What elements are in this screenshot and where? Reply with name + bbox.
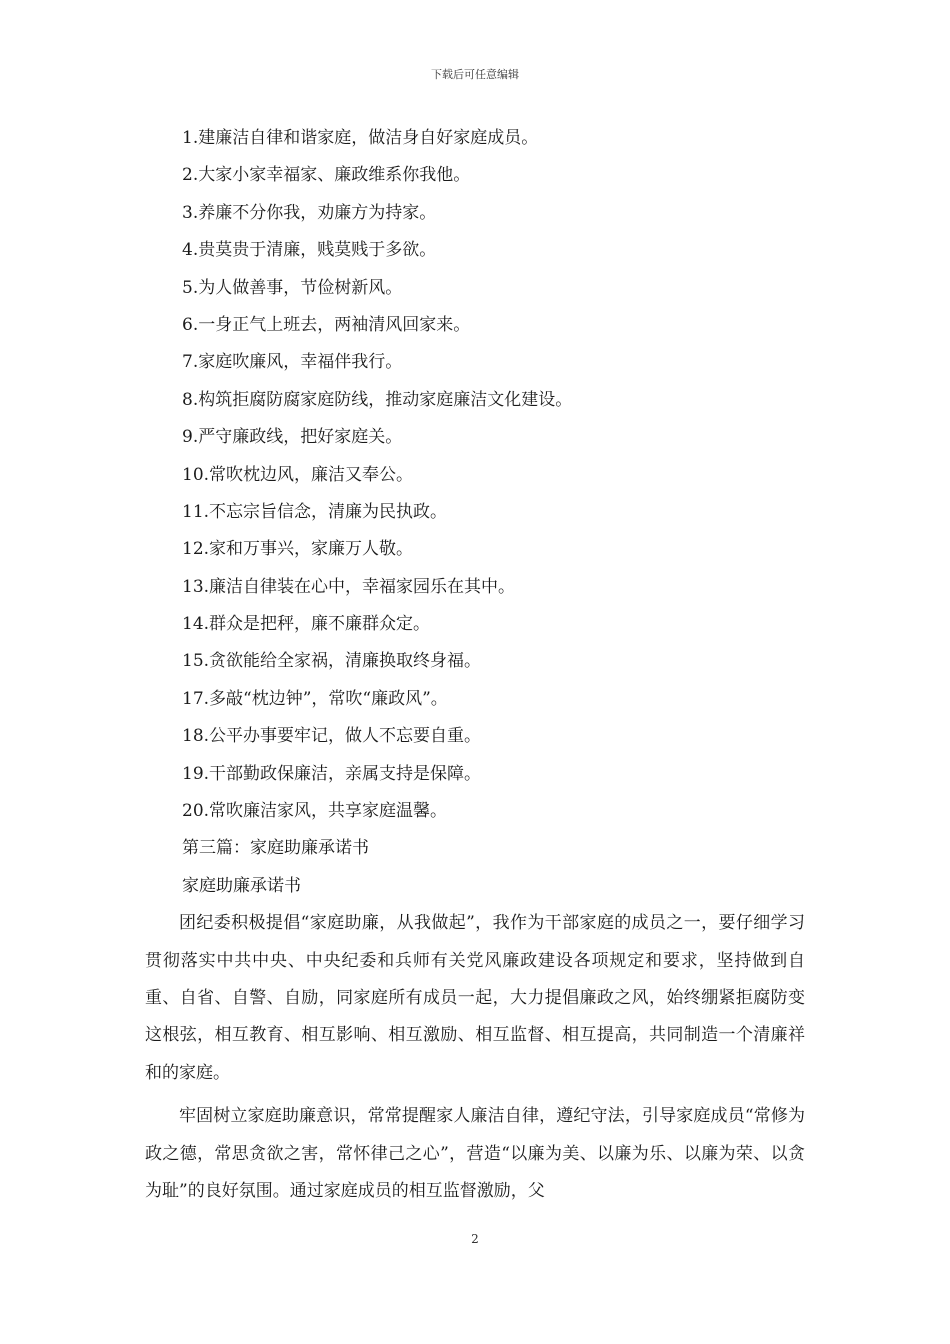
list-item: 2.大家小家幸福家、廉政维系你我他。 — [182, 165, 471, 186]
body-paragraph: 牢固树立家庭助廉意识，常常提醒家人廉洁自律，遵纪守法，引导家庭成员“常修为政之德，常思贪欲之害，常怀律己之心”，营造“以廉为美、以廉为乐、以廉为荣、以贪为耻”的良好氛围。通过家庭成员的相互监督激励，父 — [145, 1106, 805, 1202]
list-item: 5.为人做善事，节俭树新风。 — [182, 277, 403, 298]
list-item: 7.家庭吹廉风，幸福伴我行。 — [182, 352, 403, 373]
list-item: 6.一身正气上班去，两袖清风回家来。 — [182, 314, 471, 335]
list-item: 10.常吹枕边风，廉洁又奉公。 — [182, 464, 414, 485]
list-item: 13.廉洁自律装在心中，幸福家园乐在其中。 — [182, 576, 516, 597]
document-body — [145, 120, 805, 1210]
body-paragraph: 团纪委积极提倡“家庭助廉，从我做起”，我作为干部家庭的成员之一，要仔细学习贯彻落实中共中央、中央纪委和兵师有关党风廉政建设各项规定和要求，坚持做到自重、自省、自警、自励，同家庭所有成员一起，大力提倡廉政之风，始终绷紧拒腐防变这根弦，相互教育、相互影响、相互激励、相互监督、相互提高，共同制造一个清廉祥和的家庭。 — [145, 913, 805, 1083]
list-item: 15.贪欲能给全家祸，清廉换取终身福。 — [182, 651, 482, 672]
list-item: 20.常吹廉洁家风，共享家庭温馨。 — [182, 801, 448, 822]
list-item: 19.干部勤政保廉洁，亲属支持是保障。 — [182, 763, 482, 784]
list-item: 3.养廉不分你我，劝廉方为持家。 — [182, 202, 437, 223]
page-header: 下载后可任意编辑 — [431, 68, 519, 81]
list-item: 11.不忘宗旨信念，清廉为民执政。 — [182, 501, 448, 522]
list-item: 14.群众是把秤，廉不廉群众定。 — [182, 614, 431, 635]
list-item: 4.贵莫贵于清廉，贱莫贱于多欲。 — [182, 240, 437, 261]
list-item: 17.多敲“枕边钟”，常吹“廉政风”。 — [182, 688, 448, 709]
section-title: 家庭助廉承诺书 — [182, 875, 301, 896]
section-heading: 第三篇：家庭助廉承诺书 — [182, 838, 369, 859]
list-item: 18.公平办事要牢记，做人不忘要自重。 — [182, 726, 482, 747]
list-item: 8.构筑拒腐防腐家庭防线，推动家庭廉洁文化建设。 — [182, 389, 573, 410]
page-number: 2 — [471, 1232, 479, 1246]
list-item: 9.严守廉政线，把好家庭关。 — [182, 427, 403, 448]
list-item: 12.家和万事兴，家廉万人敬。 — [182, 539, 414, 560]
list-item: 1.建廉洁自律和谐家庭，做洁身自好家庭成员。 — [182, 128, 539, 148]
